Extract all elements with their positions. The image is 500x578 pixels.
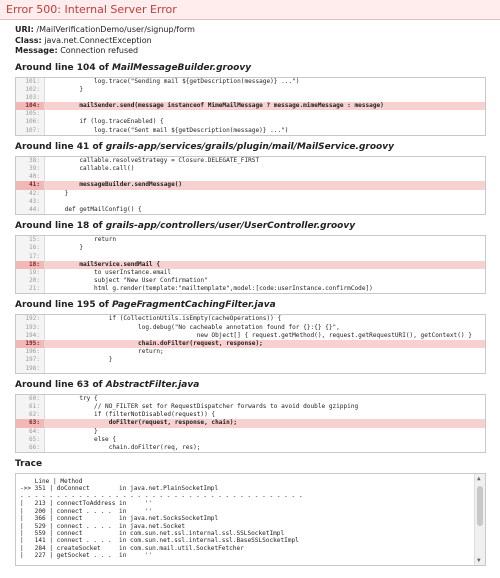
trace-line: | 200 | connect . . . . in '' [20, 507, 153, 515]
line-source: if (log.traceEnabled) { [50, 118, 164, 126]
line-number: 103: [16, 94, 45, 102]
code-snippet [15, 314, 486, 373]
code-snippet [15, 156, 486, 215]
trace-line: ->> 351 | doConnect in java.net.PlainSocketImpl [20, 485, 219, 493]
line-source: } [50, 244, 84, 252]
code-line [16, 244, 485, 252]
line-number: 44: [16, 206, 45, 214]
line-source: // NO_FILTER set for RequestDispatcher forwards to avoid double gzipping [50, 402, 359, 410]
line-source: else { [50, 435, 117, 443]
section-title [15, 300, 492, 310]
section-file-name: AbstractFilter.java [105, 379, 200, 390]
line-source: def getMailConfig() { [50, 205, 142, 213]
section-file-name: grails-app/controllers/user/UserController.groovy [105, 221, 356, 232]
line-number: 105: [16, 110, 45, 118]
line-number: 63: [16, 419, 45, 427]
line-number: 66: [16, 444, 45, 452]
code-section [8, 142, 492, 215]
line-source: return [50, 236, 117, 244]
code-snippet [15, 235, 486, 294]
line-source: chain.doFilter(req, res); [50, 443, 201, 451]
line-number: 42: [16, 190, 45, 198]
code-line [16, 198, 485, 206]
line-number: 62: [16, 411, 45, 419]
trace-line: | 284 | createSocket in com.sun.mail.util.SocketFetcher [20, 544, 244, 552]
message-row [15, 46, 485, 57]
line-source: log.debug("No cacheable annotation found for {}:{} {}", [50, 323, 340, 331]
code-line [16, 411, 485, 419]
code-line [16, 348, 485, 356]
line-number: 197: [16, 356, 45, 364]
line-source: doFilter(request, response, chain); [50, 419, 238, 427]
error-code-line [16, 102, 485, 110]
line-number: 43: [16, 198, 45, 206]
trace-box[interactable] [15, 473, 486, 566]
line-source: try { [50, 394, 98, 402]
trace-line: Line | Method [20, 478, 83, 486]
line-source [45, 198, 50, 206]
line-source: log.trace("Sending mail ${getDescription(message)} ...") [50, 77, 300, 85]
line-source [45, 253, 50, 261]
code-section [8, 221, 492, 294]
section-file-name: grails-app/services/grails/plugin/mail/MailService.groovy [105, 141, 394, 152]
line-number: 38: [16, 157, 45, 165]
code-snippet [15, 394, 486, 453]
line-source: } [50, 356, 113, 364]
line-source: callable.resolveStrategy = Closure.DELEGATE_FIRST [50, 156, 260, 164]
line-source: } [50, 427, 98, 435]
section-title-prefix: Around line 41 of [15, 141, 106, 152]
scroll-up-icon[interactable]: ▲ [477, 475, 481, 483]
line-number: 18: [16, 261, 45, 269]
trace-line: | 213 | connectToAddress in '' [20, 500, 153, 508]
code-line [16, 165, 485, 173]
line-number: 65: [16, 436, 45, 444]
error-code-line [16, 181, 485, 189]
line-number: 196: [16, 348, 45, 356]
code-line [16, 127, 485, 135]
class-value: java.net.ConnectException [44, 35, 152, 45]
section-title-prefix: Around line 18 of [15, 221, 106, 232]
code-line [16, 356, 485, 364]
line-number: 102: [16, 86, 45, 94]
code-line [16, 403, 485, 411]
code-line [16, 86, 485, 94]
code-line [16, 236, 485, 244]
line-number: 16: [16, 244, 45, 252]
line-source: callable.call() [50, 165, 135, 172]
trace-line: | 529 | connect . . . . in java.net.Socket [20, 522, 186, 530]
code-line [16, 395, 485, 403]
line-number: 40: [16, 173, 45, 181]
line-source [45, 173, 50, 181]
class-row [15, 36, 485, 47]
code-section [8, 300, 492, 373]
line-number: 21: [16, 285, 45, 293]
line-number: 104: [16, 102, 45, 110]
line-source: } [50, 189, 69, 197]
code-line [16, 269, 485, 277]
section-title-prefix: Around line 104 of [15, 62, 112, 73]
message-value: Connection refused [60, 46, 139, 55]
code-line [16, 324, 485, 332]
class-label: Class: [15, 35, 42, 45]
code-line [16, 444, 485, 452]
trace-line: - - - - - - - - - - - - - - - - - - - - - - - - - - - - - - - - - - - - - - - [20, 492, 303, 500]
code-line [16, 436, 485, 444]
section-title [15, 142, 492, 152]
line-source: subject "New User Confirmation" [50, 277, 208, 285]
uri-row [15, 25, 485, 36]
section-title [15, 380, 492, 390]
line-source [45, 94, 50, 102]
code-line [16, 315, 485, 323]
line-source: mailSender.send(message instanceof MimeMailMessage ? message.mimeMessage : message) [50, 102, 384, 110]
code-line [16, 110, 485, 118]
section-title [15, 221, 492, 231]
line-number: 101: [16, 78, 45, 86]
code-line [16, 173, 485, 181]
code-line [16, 190, 485, 198]
line-source: to userInstance.email [50, 268, 172, 276]
line-number: 64: [16, 428, 45, 436]
trace-content [20, 478, 471, 559]
code-section [8, 380, 492, 453]
code-line [16, 332, 485, 340]
line-number: 15: [16, 236, 45, 244]
code-line [16, 94, 485, 102]
line-source: return; [50, 348, 164, 356]
line-number: 194: [16, 332, 45, 340]
line-source: if (filterNotDisabled(request)) { [50, 411, 216, 419]
error-code-line [16, 340, 485, 348]
line-number: 198: [16, 365, 45, 373]
code-line [16, 157, 485, 165]
code-line [16, 78, 485, 86]
section-title-prefix: Around line 195 of [15, 300, 112, 311]
line-source: messageBuilder.sendMessage() [50, 181, 183, 189]
trace-section [8, 459, 492, 566]
line-number: 192: [16, 315, 45, 323]
trace-line: | 141 | connect . . . . in com.sun.net.ssl.internal.ssl.BaseSSLSocketImpl [20, 537, 299, 545]
line-number: 106: [16, 118, 45, 126]
line-number: 60: [16, 395, 45, 403]
line-source: html g.render(template:"mailtemplate",model:[code:userInstance.confirmCode]) [50, 285, 373, 293]
trace-line: | 366 | connect in java.net.SocksSocketImpl [20, 515, 219, 523]
line-source: log.trace("Sent mail ${getDescription(message)} ...") [50, 126, 289, 134]
line-number: 17: [16, 253, 45, 261]
scrollbar[interactable] [474, 474, 485, 565]
error-title: Error 500: Internal Server Error [0, 0, 500, 20]
line-number: 20: [16, 277, 45, 285]
line-source: chain.doFilter(request, response); [50, 340, 263, 347]
line-source: new Object[] { request.getMethod(), request.getRequestURI(), getContext() } [50, 331, 472, 339]
code-line [16, 206, 485, 214]
section-title-prefix: Around line 63 of [15, 379, 106, 390]
error-meta [0, 20, 500, 57]
trace-title: Trace [15, 459, 43, 470]
line-number: 107: [16, 127, 45, 135]
code-line [16, 277, 485, 285]
line-number: 39: [16, 165, 45, 173]
line-source [45, 110, 50, 118]
code-line [16, 365, 485, 373]
line-source: if (CollectionUtils.isEmpty(cacheOperations)) { [50, 315, 282, 323]
error-code-line [16, 261, 485, 269]
code-line [16, 253, 485, 261]
line-number: 193: [16, 324, 45, 332]
code-sections [0, 63, 500, 454]
code-line [16, 428, 485, 436]
trace-line: | 559 | connect in com.sun.net.ssl.internal.ssl.SSLSocketImpl [20, 529, 285, 537]
uri-label: URI: [15, 25, 34, 34]
line-source: } [50, 85, 84, 93]
code-section [8, 63, 492, 136]
line-number: 19: [16, 269, 45, 277]
line-number: 195: [16, 340, 45, 348]
message-label: Message: [15, 46, 58, 55]
line-number: 41: [16, 181, 45, 189]
code-line [16, 118, 485, 126]
line-source: mailService.sendMail { [50, 260, 161, 268]
scroll-thumb[interactable] [477, 486, 483, 526]
uri-value: /MailVerificationDemo/user/signup/form [36, 25, 195, 34]
section-file-name: MailMessageBuilder.groovy [111, 62, 252, 73]
line-source [45, 365, 50, 373]
code-line [16, 285, 485, 293]
scroll-down-icon[interactable]: ▼ [477, 557, 481, 565]
section-title [15, 63, 492, 73]
code-snippet [15, 77, 486, 136]
error-code-line [16, 419, 485, 427]
trace-line: | 227 | getSocket . . . in '' [20, 552, 153, 560]
line-number: 61: [16, 403, 45, 411]
section-file-name: PageFragmentCachingFilter.java [111, 300, 276, 311]
